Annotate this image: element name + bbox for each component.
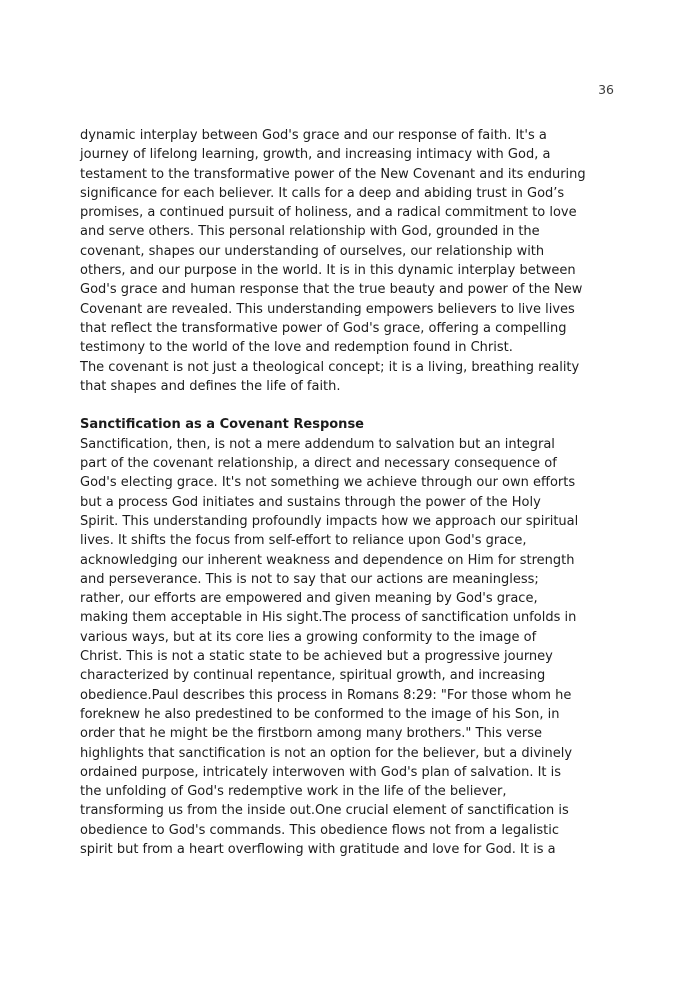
text-line: that shapes and defines the life of faith. bbox=[80, 378, 341, 394]
text-line: characterized by continual repentance, spiritual growth, and increasing bbox=[80, 668, 546, 684]
text-line: obedience to God's commands. This obedience flows not from a legalistic bbox=[80, 822, 559, 838]
section-heading: Sanctification as a Covenant Response bbox=[80, 417, 364, 433]
text-line: The covenant is not just a theological concept; it is a living, breathing reality bbox=[80, 359, 580, 375]
text-line: Spirit. This understanding profoundly impacts how we approach our spiritual bbox=[80, 513, 579, 529]
text-line: the unfolding of God's redemptive work in the life of the believer, bbox=[80, 784, 507, 800]
text-line: testimony to the world of the love and redemption found in Christ. bbox=[80, 340, 513, 356]
text-line: ordained purpose, intricately interwoven with God's plan of salvation. It is bbox=[80, 764, 562, 780]
page-body bbox=[80, 126, 642, 859]
text-line: and serve others. This personal relationship with God, grounded in the bbox=[80, 224, 540, 240]
text-line: part of the covenant relationship, a direct and necessary consequence of bbox=[80, 456, 557, 472]
paragraph-spacer bbox=[80, 396, 642, 415]
text-line: rather, our efforts are empowered and given meaning by God's grace, bbox=[80, 591, 538, 607]
text-line: others, and our purpose in the world. It is in this dynamic interplay between bbox=[80, 263, 576, 279]
text-line: highlights that sanctification is not an option for the believer, but a divinely bbox=[80, 745, 573, 761]
text-line: testament to the transformative power of the New Covenant and its enduring bbox=[80, 166, 586, 182]
paragraph-covenant-continuation bbox=[80, 126, 642, 396]
text-line: promises, a continued pursuit of holiness, and a radical commitment to love bbox=[80, 205, 577, 221]
text-line: spirit but from a heart overflowing with gratitude and love for God. It is a bbox=[80, 841, 556, 857]
text-line: but a process God initiates and sustains through the power of the Holy bbox=[80, 494, 541, 510]
text-line: lives. It shifts the focus from self-effort to reliance upon God's grace, bbox=[80, 533, 527, 549]
text-line: journey of lifelong learning, growth, and increasing intimacy with God, a bbox=[80, 147, 551, 163]
text-line: transforming us from the inside out.One crucial element of sanctification is bbox=[80, 803, 569, 819]
text-line: dynamic interplay between God's grace and our response of faith. It's a bbox=[80, 128, 547, 143]
text-line: God's grace and human response that the true beauty and power of the New bbox=[80, 282, 583, 298]
text-line: acknowledging our inherent weakness and dependence on Him for strength bbox=[80, 552, 575, 568]
text-line: various ways, but at its core lies a growing conformity to the image of bbox=[80, 629, 537, 645]
text-line: Sanctification, then, is not a mere addendum to salvation but an integral bbox=[80, 436, 555, 452]
text-line: that reflect the transformative power of God's grace, offering a compelling bbox=[80, 320, 567, 336]
text-line: foreknew he also predestined to be conformed to the image of his Son, in bbox=[80, 706, 560, 722]
text-line: and perseverance. This is not to say that our actions are meaningless; bbox=[80, 571, 539, 587]
text-line: God's electing grace. It's not something we achieve through our own efforts bbox=[80, 475, 576, 491]
text-line: significance for each believer. It calls for a deep and abiding trust in God’s bbox=[80, 185, 565, 201]
text-line: order that he might be the firstborn among many brothers." This verse bbox=[80, 726, 543, 742]
text-line: making them acceptable in His sight.The process of sanctification unfolds in bbox=[80, 610, 577, 626]
text-line: Covenant are revealed. This understanding empowers believers to live lives bbox=[80, 301, 575, 317]
text-line: covenant, shapes our understanding of ourselves, our relationship with bbox=[80, 243, 545, 259]
text-line: Christ. This is not a static state to be achieved but a progressive journey bbox=[80, 649, 553, 665]
text-line: obedience.Paul describes this process in Romans 8:29: "For those whom he bbox=[80, 687, 572, 703]
paragraph-sanctification bbox=[80, 435, 642, 860]
page-number: 36 bbox=[598, 82, 614, 97]
